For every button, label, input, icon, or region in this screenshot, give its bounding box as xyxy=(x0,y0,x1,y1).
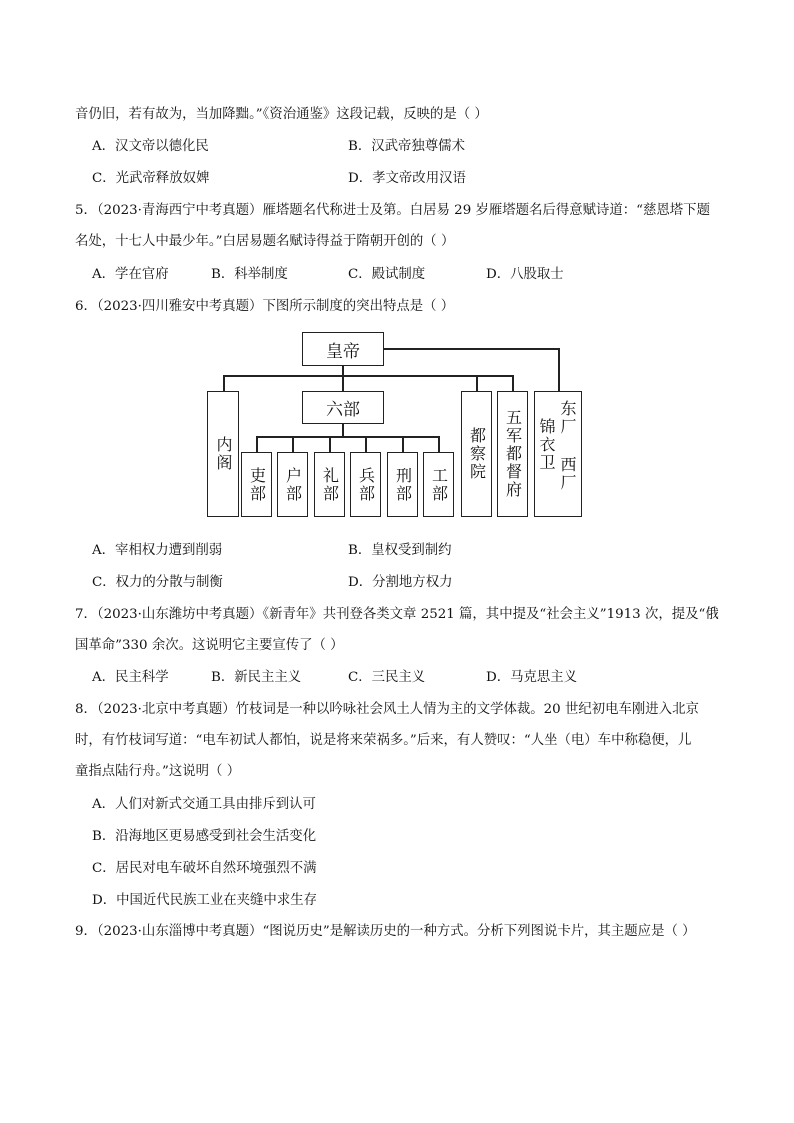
q7-option-b[interactable]: B．新民主主义 xyxy=(211,670,302,685)
connector xyxy=(438,436,440,452)
connector xyxy=(342,365,344,375)
q4-stem-continuation: 音仍旧，若有故为，当加降黜。”《资治通鉴》这段记载，反映的是（ ） xyxy=(75,107,488,122)
xingbu-label: 刑部 xyxy=(393,466,413,503)
wujun-label: 五军都督府 xyxy=(503,409,523,499)
connector xyxy=(292,436,294,452)
q8-stem-line2: 时，有竹枝词写道：“电车初试人都怕，说是将来荣祸多。”后来，有人赞叹：“人坐（电）车中称稳便，儿 xyxy=(75,733,692,748)
hubu-box xyxy=(277,452,308,517)
libu-box xyxy=(241,452,272,517)
connector xyxy=(256,436,258,452)
connector xyxy=(223,375,514,377)
q5-option-c[interactable]: C．殿试制度 xyxy=(348,267,426,282)
bingbu-label: 兵部 xyxy=(356,466,376,503)
connector xyxy=(223,375,225,391)
factory-guard-box xyxy=(534,391,582,517)
q7-stem-line2: 国革命”330 余次。这说明它主要宣传了（ ） xyxy=(75,638,344,653)
q4-option-b[interactable]: B．汉武帝独尊儒术 xyxy=(348,139,465,154)
q5-option-b[interactable]: B．科举制度 xyxy=(211,267,288,282)
q8-option-d[interactable]: D．中国近代民族工业在夹缝中求生存 xyxy=(92,893,317,908)
emperor-box xyxy=(302,332,384,366)
hubu-label: 户部 xyxy=(283,466,303,503)
q7-option-d[interactable]: D．马克思主义 xyxy=(486,670,578,685)
dongchang-label: 东厂 xyxy=(558,400,577,436)
q5-stem-line1: 5．（2023·青海西宁中考真题）雁塔题名代称进士及第。白居易 29 岁雁塔题名后得意赋诗道：“慈恩塔下题 xyxy=(75,203,710,218)
libu-rites-label: 礼部 xyxy=(320,466,340,503)
connector xyxy=(512,375,514,391)
gongbu-label: 工部 xyxy=(429,466,449,503)
connector xyxy=(402,436,404,452)
connector xyxy=(365,436,367,452)
q6-stem-line1: 6．（2023·四川雅安中考真题）下图所示制度的突出特点是（ ） xyxy=(75,299,455,314)
gongbu-box xyxy=(423,452,454,517)
neige-box xyxy=(207,391,239,517)
six-ministries-label: 六部 xyxy=(326,400,360,420)
connector xyxy=(342,375,344,391)
q9-stem-line1: 9．（2023·山东淄博中考真题）“图说历史”是解读历史的一种方式。分析下列图说卡片，其主题应是（ ） xyxy=(75,924,696,939)
emperor-label: 皇帝 xyxy=(326,341,360,362)
q8-option-a[interactable]: A．人们对新式交通工具由排斥到认可 xyxy=(92,797,316,812)
q6-option-c[interactable]: C．权力的分散与制衡 xyxy=(92,575,223,590)
q8-stem-line1: 8．（2023·北京中考真题）竹枝词是一种以吟咏社会风土人情为主的文学体裁。20 世纪初电车刚进入北京 xyxy=(75,702,699,717)
connector xyxy=(256,436,439,438)
q7-option-a[interactable]: A．民主科学 xyxy=(92,670,169,685)
q6-option-d[interactable]: D．分割地方权力 xyxy=(348,575,453,590)
bingbu-box xyxy=(350,452,381,517)
six-ministries-box xyxy=(302,391,384,424)
q6-option-b[interactable]: B．皇权受到制约 xyxy=(348,543,452,558)
libu-label: 吏部 xyxy=(247,466,267,503)
neige-label: 内阁 xyxy=(214,436,233,472)
q6-option-a[interactable]: A．宰相权力遭到削弱 xyxy=(92,543,223,558)
connector xyxy=(329,436,331,452)
xichang-label: 西厂 xyxy=(558,456,577,492)
connector xyxy=(476,375,478,391)
q4-option-c[interactable]: C．光武帝释放奴婢 xyxy=(92,171,210,186)
connector xyxy=(383,348,560,350)
xingbu-box xyxy=(387,452,418,517)
q5-option-a[interactable]: A．学在官府 xyxy=(92,267,169,282)
libu-rites-box xyxy=(314,452,345,517)
q8-stem-line3: 童指点陆行舟。”这说明（ ） xyxy=(75,764,241,779)
duchayuan-box xyxy=(461,391,492,517)
q5-option-d[interactable]: D．八股取士 xyxy=(486,267,564,282)
q4-option-d[interactable]: D．孝文帝改用汉语 xyxy=(348,171,466,186)
wujun-box xyxy=(497,391,528,517)
q7-stem-line1: 7．（2023·山东潍坊中考真题）《新青年》共刊登各类文章 2521 篇，其中提及“社会主义”1913 次，提及“俄 xyxy=(75,607,719,622)
q7-option-c[interactable]: C．三民主义 xyxy=(348,670,426,685)
connector xyxy=(342,423,344,436)
q8-option-b[interactable]: B．沿海地区更易感受到社会生活变化 xyxy=(92,829,317,844)
q5-stem-line2: 名处，十七人中最少年。”白居易题名赋诗得益于隋朝开创的（ ） xyxy=(75,234,455,249)
duchayuan-label: 都察院 xyxy=(467,427,487,481)
q8-option-c[interactable]: C．居民对电车破坏自然环境强烈不满 xyxy=(92,861,317,876)
connector xyxy=(558,348,560,391)
jinyiwei-label: 锦衣卫 xyxy=(537,418,556,472)
q4-option-a[interactable]: A．汉文帝以德化民 xyxy=(92,139,209,154)
